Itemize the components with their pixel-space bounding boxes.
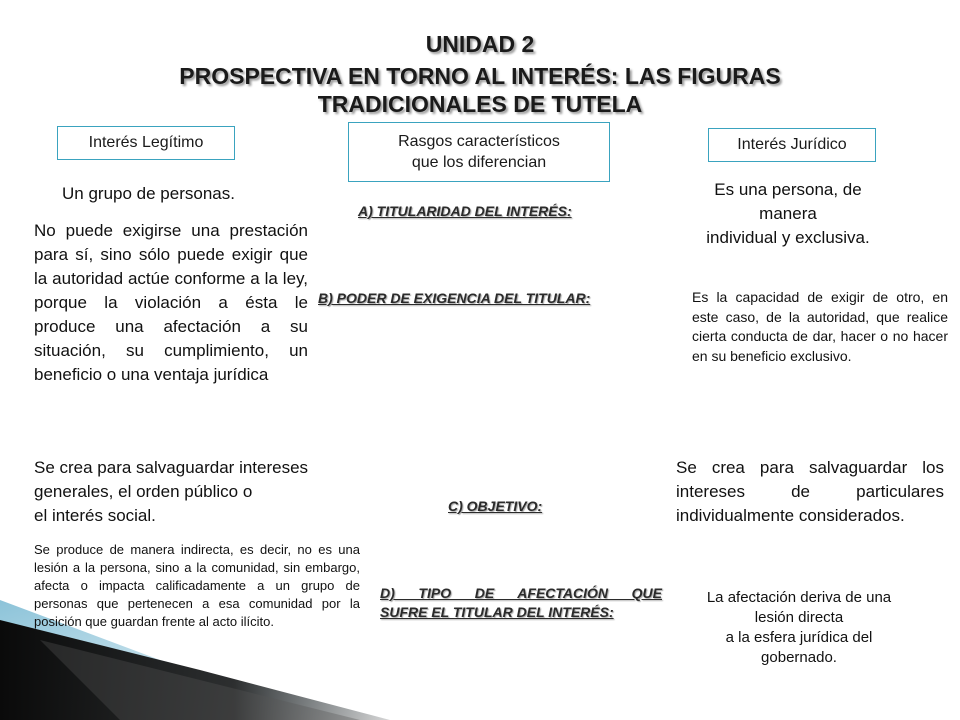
juridico-afectacion-line-1: La afectación deriva de una (706, 589, 892, 606)
legitimo-exigencia: No puede exigirse una prestación para sí, sino sólo puede exigir que la autoridad actúe conforme a la ley, porque la violación a ésta le produce una afectación a su situación, su cumplimiento, un beneficio o una ventaja jurídica (34, 221, 308, 384)
juridico-afectacion-line-2: lesión directa (754, 609, 844, 626)
criterion-b-poder-exigencia: B) PODER DE EXIGENCIA DEL TITULAR: (318, 290, 591, 306)
juridico-afectacion-line-4: gobernado. (761, 649, 837, 666)
box-interes-legitimo (57, 126, 235, 160)
juridico-titularidad-line-2: manera (759, 204, 817, 223)
legitimo-objetivo-line-2: generales, el orden público o (34, 482, 253, 501)
criterion-a-titularidad: A) TITULARIDAD DEL INTERÉS: (358, 203, 572, 219)
juridico-titularidad-line-3: individual y exclusiva. (706, 228, 870, 247)
title-line-1: PROSPECTIVA EN TORNO AL INTERÉS: LAS FIGURAS (179, 63, 781, 89)
criterion-c-objetivo: C) OBJETIVO: (448, 498, 543, 514)
criterion-d-line-1: D) TIPO DE AFECTACIÓN QUE (380, 585, 662, 601)
box-rasgos-caracteristicos (348, 122, 610, 182)
legitimo-objetivo-line-3: el interés social. (34, 506, 156, 525)
box-rasgos-line-2: que los diferencian (411, 154, 547, 171)
box-interes-juridico-label: Interés Jurídico (737, 136, 847, 153)
juridico-afectacion-line-3: a la esfera jurídica del (725, 629, 873, 646)
legitimo-objetivo (34, 456, 384, 528)
title-line-2: TRADICIONALES DE TUTELA (317, 91, 643, 117)
box-interes-legitimo-label: Interés Legítimo (88, 134, 204, 151)
legitimo-objetivo-line-1: Se crea para salvaguardar intereses (34, 458, 309, 477)
legitimo-afectacion: Se produce de manera indirecta, es decir, no es una lesión a la persona, sino a la comunidad, sin embargo, afecta o impacta calificadamente a un grupo de personas que pertenecen a esa comunidad por la posición que guardan frente al acto ilícito. (34, 542, 360, 629)
box-interes-juridico (708, 128, 876, 162)
unit-number: UNIDAD 2 (425, 31, 535, 57)
legitimo-titularidad: Un grupo de personas. (62, 184, 235, 203)
juridico-exigencia: Es la capacidad de exigir de otro, en este caso, de la autoridad, que realice cierta conducta de dar, hacer o no hacer en su beneficio exclusivo. (692, 289, 948, 364)
criterion-d-line-2: SUFRE EL TITULAR DEL INTERÉS: (380, 604, 614, 620)
juridico-titularidad-line-1: Es una persona, de (714, 180, 862, 199)
juridico-objetivo: Se crea para salvaguardar los intereses de particulares individualmente considerados. (676, 458, 944, 525)
juridico-afectacion (670, 588, 928, 668)
box-rasgos-line-1: Rasgos característicos (398, 133, 560, 150)
criterion-d-tipo-afectacion (380, 584, 662, 622)
juridico-titularidad (672, 178, 904, 250)
